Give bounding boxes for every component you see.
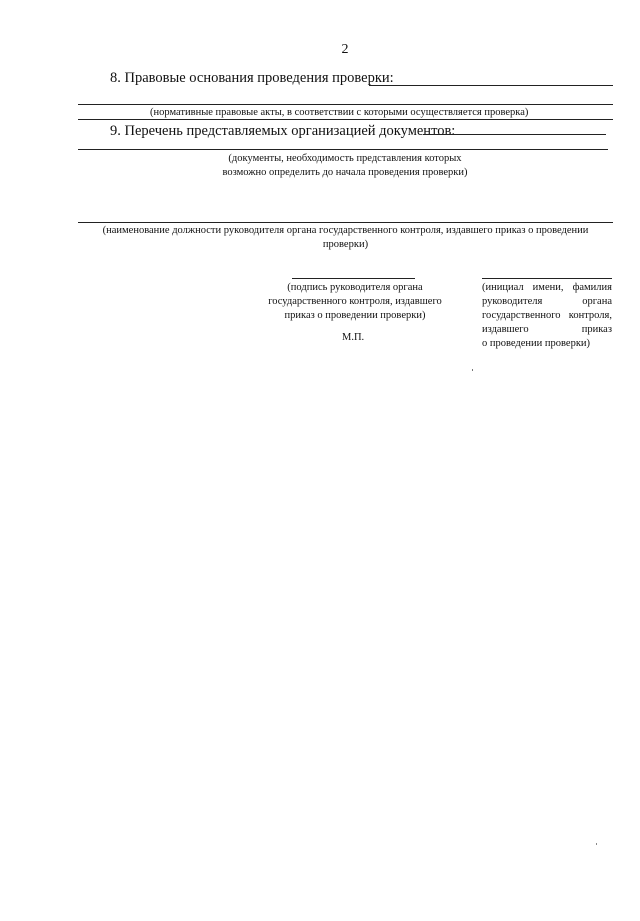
head-position-line bbox=[78, 222, 613, 223]
initials-caption-line-5: о проведении проверки) bbox=[482, 338, 591, 349]
signature-caption bbox=[250, 281, 460, 323]
initials-caption-line-1: (инициал имени, фамилия bbox=[482, 282, 612, 293]
head-position-caption bbox=[78, 224, 613, 252]
initials-line bbox=[482, 278, 612, 279]
scan-speck bbox=[472, 369, 473, 371]
item-9-caption-line-2: возможно определить до начала проведения проверки) bbox=[222, 167, 468, 178]
item-8-fill-line bbox=[369, 85, 613, 86]
initials-caption-line-4: издавшего приказ bbox=[482, 324, 612, 335]
item-8-caption: (нормативные правовые акты, в соответствии с которыми осуществляется проверка) bbox=[150, 107, 529, 118]
initials-caption bbox=[482, 281, 612, 351]
item-9-fill-line bbox=[423, 134, 606, 135]
signature-caption-line-2: государственного контроля, издавшего bbox=[268, 296, 442, 307]
initials-caption-line-3: государственного контроля, bbox=[482, 310, 612, 321]
scan-speck bbox=[596, 843, 597, 845]
head-position-caption-line-2: проверки) bbox=[322, 239, 369, 250]
page-number: 2 bbox=[341, 42, 349, 57]
signature-line bbox=[292, 278, 415, 279]
signature-caption-line-1: (подпись руководителя органа bbox=[287, 282, 423, 293]
item-8-line-2 bbox=[78, 104, 613, 105]
head-position-caption-line-1: (наименование должности руководителя органа государственного контроля, издавшего приказ о проведении bbox=[102, 225, 589, 236]
item-8-line-3 bbox=[78, 119, 613, 120]
item-9-line-2 bbox=[78, 149, 608, 150]
signature-caption-line-3: приказ о проведении проверки) bbox=[284, 310, 426, 321]
stamp-label: М.П. bbox=[342, 332, 365, 343]
item-9-label: 9. Перечень представляемых организацией документов: bbox=[110, 123, 456, 139]
initials-caption-line-2: руководителя органа bbox=[482, 296, 612, 307]
item-9-caption bbox=[200, 152, 490, 180]
item-9-caption-line-1: (документы, необходимость представления которых bbox=[228, 153, 462, 164]
item-8-label: 8. Правовые основания проведения проверки: bbox=[110, 70, 394, 86]
